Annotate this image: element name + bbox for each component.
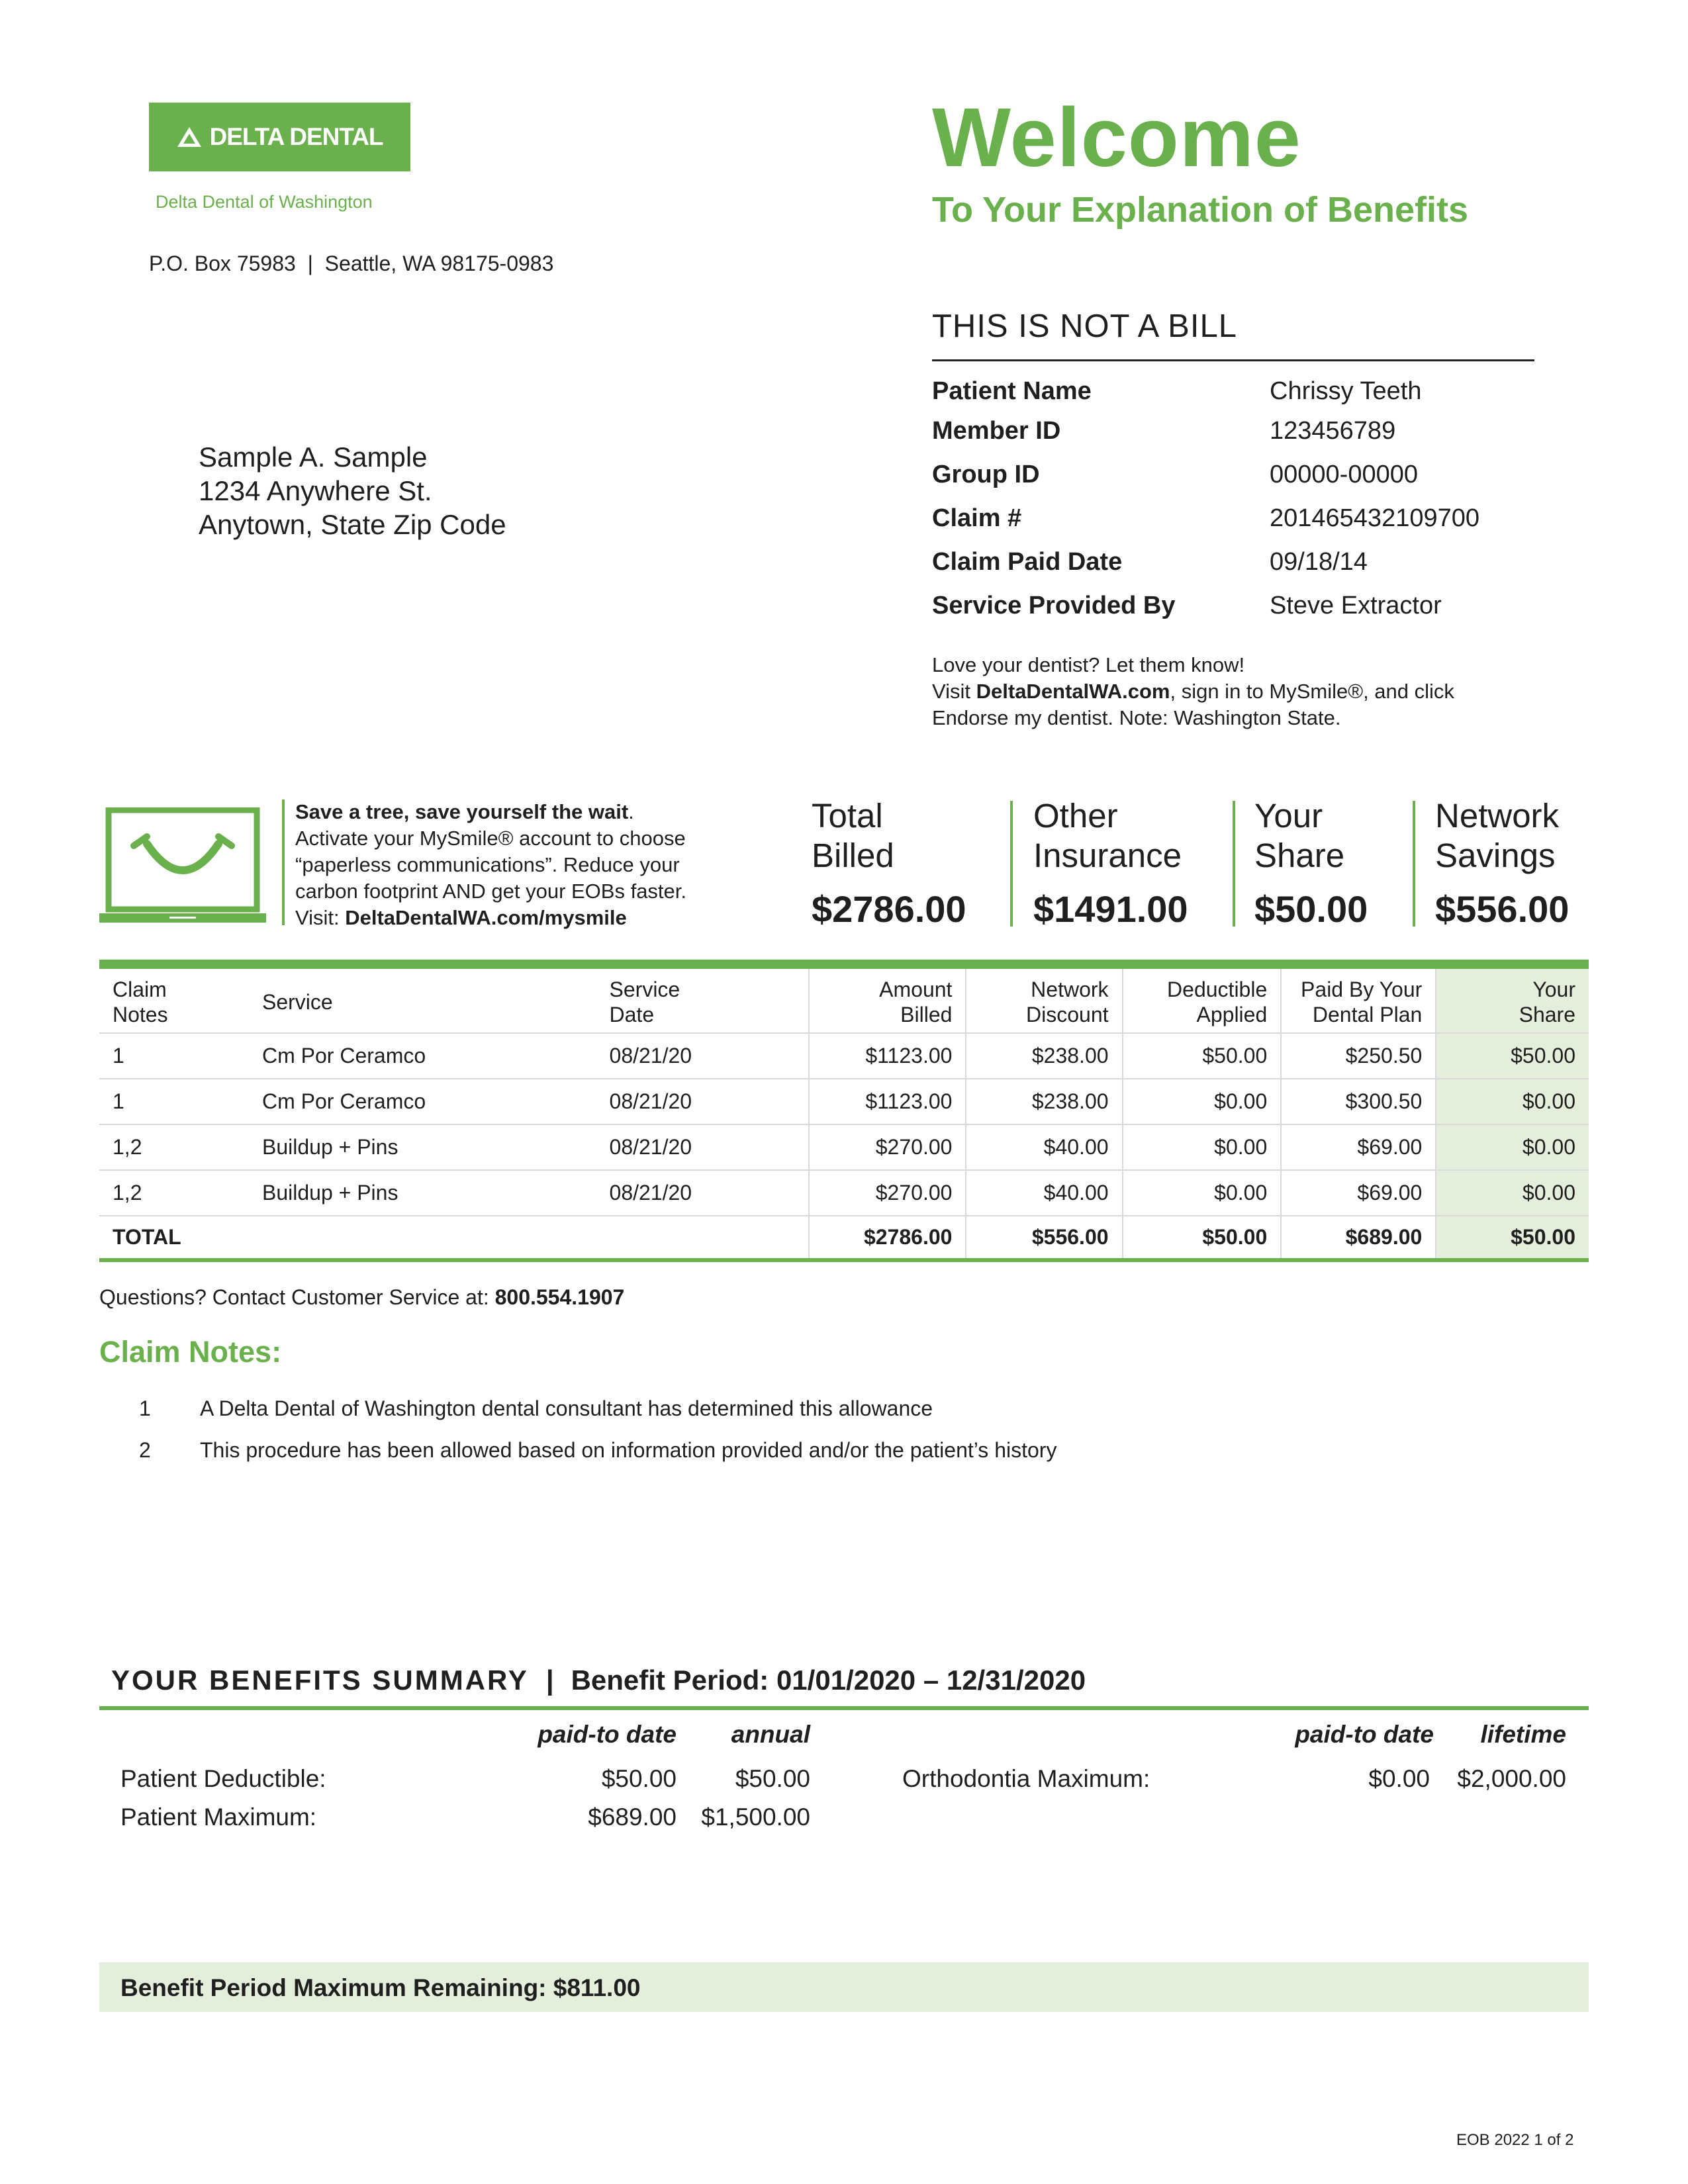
note-number: 1	[139, 1396, 151, 1420]
claim-note-item	[139, 1438, 1056, 1463]
column-header: Deductible Applied	[1123, 964, 1282, 1033]
info-row-member-id	[932, 417, 1534, 457]
summary-label: Total	[812, 797, 883, 835]
orthodontia-paid: $0.00	[1368, 1765, 1430, 1792]
summary-network-savings	[1435, 796, 1569, 931]
divider	[932, 359, 1534, 361]
table-cell: $238.00	[966, 1033, 1122, 1079]
summary-label: Billed	[812, 837, 894, 874]
address-line: Sample A. Sample	[199, 441, 428, 473]
summary-label: Savings	[1435, 837, 1556, 874]
claim-note-item	[139, 1396, 933, 1421]
table-cell: 1,2	[99, 1170, 249, 1216]
table-cell: $0.00	[1436, 1079, 1589, 1124]
welcome-subheading: To Your Explanation of Benefits	[932, 190, 1469, 230]
endorse-line: Visit	[932, 680, 976, 703]
maximum-paid: $689.00	[588, 1803, 677, 1831]
table-cell: 1,2	[99, 1124, 249, 1170]
po-box-address: P.O. Box 75983 | Seattle, WA 98175-0983	[149, 251, 554, 275]
benefits-summary-heading	[111, 1664, 1086, 1696]
table-cell: $270.00	[809, 1124, 966, 1170]
table-row	[99, 1170, 1589, 1216]
divider	[99, 1706, 1589, 1710]
summary-value: $1491.00	[1033, 888, 1188, 930]
info-value: 00000-00000	[1270, 461, 1418, 488]
welcome-heading: Welcome	[932, 91, 1301, 184]
laptop-smile-icon	[99, 807, 266, 923]
column-header: Paid By Your Dental Plan	[1281, 964, 1436, 1033]
info-row-group-id	[932, 461, 1534, 500]
info-label: Member ID	[932, 417, 1061, 445]
table-cell: Buildup + Pins	[249, 1124, 596, 1170]
note-text: This procedure has been allowed based on information provided and/or the patient’s history	[200, 1438, 1057, 1462]
delta-triangle-icon	[176, 126, 203, 148]
table-cell: $0.00	[1123, 1124, 1282, 1170]
info-label: Claim #	[932, 504, 1022, 532]
title-separator: |	[545, 1664, 554, 1696]
benefit-period: Benefit Period: 01/01/2020 – 12/31/2020	[571, 1664, 1086, 1696]
info-value: 123456789	[1270, 417, 1396, 445]
summary-divider	[1413, 801, 1415, 927]
promo-headline-end: .	[628, 800, 634, 823]
logo-text: DELTA DENTAL	[209, 123, 383, 150]
column-header-lifetime: lifetime	[1480, 1721, 1566, 1748]
total-label: TOTAL	[99, 1216, 809, 1260]
column-header-annual: annual	[731, 1721, 810, 1748]
endorse-dentist-text	[932, 652, 1454, 731]
deductible-label: Patient Deductible:	[120, 1765, 326, 1792]
table-cell: $250.50	[1281, 1033, 1436, 1079]
maximum-label: Patient Maximum:	[120, 1803, 317, 1831]
info-label: Group ID	[932, 461, 1040, 488]
table-row	[99, 1033, 1589, 1079]
summary-divider	[1010, 801, 1013, 927]
info-value: 201465432109700	[1270, 504, 1480, 532]
summary-label: Your	[1254, 797, 1323, 835]
summary-your-share	[1254, 796, 1368, 931]
page-footer: EOB 2022 1 of 2	[1456, 2131, 1574, 2149]
table-header-row	[99, 964, 1589, 1033]
column-header-paid-to-date: paid-to date	[538, 1721, 677, 1748]
table-row	[99, 1079, 1589, 1124]
claim-table	[99, 960, 1589, 1262]
customer-service-contact	[99, 1285, 624, 1310]
column-header: Amount Billed	[809, 964, 966, 1033]
table-cell: $238.00	[966, 1079, 1122, 1124]
table-cell: 1	[99, 1033, 249, 1079]
table-cell: $556.00	[966, 1216, 1122, 1260]
summary-divider	[1233, 801, 1235, 927]
table-cell: $2786.00	[809, 1216, 966, 1260]
info-row-patient-name	[932, 377, 1534, 417]
logo-subtitle: Delta Dental of Washington	[156, 192, 373, 212]
deductible-annual: $50.00	[735, 1765, 810, 1792]
info-value: Chrissy Teeth	[1270, 377, 1422, 405]
summary-label: Network	[1435, 797, 1560, 835]
recipient-address	[199, 440, 506, 541]
not-a-bill-heading: THIS IS NOT A BILL	[932, 308, 1237, 344]
table-cell: $50.00	[1436, 1216, 1589, 1260]
summary-total-billed	[812, 796, 966, 931]
paperless-promo	[295, 799, 686, 931]
table-cell: $300.50	[1281, 1079, 1436, 1124]
info-value: Steve Extractor	[1270, 592, 1442, 619]
table-cell: $69.00	[1281, 1124, 1436, 1170]
table-cell: $270.00	[809, 1170, 966, 1216]
table-cell: $40.00	[966, 1124, 1122, 1170]
table-cell: $0.00	[1123, 1079, 1282, 1124]
note-number: 2	[139, 1438, 151, 1462]
table-cell: Buildup + Pins	[249, 1170, 596, 1216]
table-cell: $40.00	[966, 1170, 1122, 1216]
summary-other-insurance	[1033, 796, 1188, 931]
note-text: A Delta Dental of Washington dental consultant has determined this allowance	[200, 1396, 933, 1420]
table-cell: $0.00	[1436, 1124, 1589, 1170]
benefits-title: YOUR BENEFITS SUMMARY	[111, 1664, 529, 1696]
table-cell: $1123.00	[809, 1033, 966, 1079]
info-value: 09/18/14	[1270, 548, 1368, 576]
mysmile-link[interactable]: DeltaDentalWA.com/mysmile	[345, 906, 627, 929]
benefit-maximum-remaining: Benefit Period Maximum Remaining: $811.00	[120, 1974, 641, 2001]
table-cell: 1	[99, 1079, 249, 1124]
endorse-line: Endorse my dentist. Note: Washington State.	[932, 706, 1341, 729]
table-cell: 08/21/20	[596, 1079, 810, 1124]
table-cell: 08/21/20	[596, 1170, 810, 1216]
info-row-service-provider	[932, 592, 1534, 631]
info-row-claim-paid-date	[932, 548, 1534, 588]
summary-value: $50.00	[1254, 888, 1368, 930]
column-header: Network Discount	[966, 964, 1122, 1033]
summary-label: Other	[1033, 797, 1118, 835]
deductible-paid: $50.00	[601, 1765, 677, 1792]
info-label: Claim Paid Date	[932, 548, 1123, 576]
address-line: 1234 Anywhere St.	[199, 475, 432, 506]
promo-line: “paperless communications”. Reduce your	[295, 853, 680, 876]
promo-line: Visit:	[295, 906, 346, 929]
table-cell: $69.00	[1281, 1170, 1436, 1216]
delta-dental-logo	[149, 103, 410, 171]
table-cell: $50.00	[1123, 1033, 1282, 1079]
endorse-line: , sign in to MySmile®, and click	[1170, 680, 1454, 703]
promo-divider	[282, 799, 285, 925]
table-cell: $0.00	[1436, 1170, 1589, 1216]
summary-label: Share	[1254, 837, 1345, 874]
table-cell: $50.00	[1123, 1216, 1282, 1260]
summary-value: $556.00	[1435, 888, 1570, 930]
column-header: Service	[249, 964, 596, 1033]
table-cell: $0.00	[1123, 1170, 1282, 1216]
phone-number[interactable]: 800.554.1907	[494, 1285, 625, 1309]
info-label: Patient Name	[932, 377, 1092, 405]
questions-text: Questions? Contact Customer Service at:	[99, 1285, 495, 1309]
info-label: Service Provided By	[932, 592, 1176, 619]
deltadental-link[interactable]: DeltaDentalWA.com	[976, 680, 1170, 703]
table-row	[99, 1124, 1589, 1170]
table-total-row	[99, 1216, 1589, 1260]
info-row-claim-number	[932, 504, 1534, 544]
promo-line: carbon footprint AND get your EOBs faster.	[295, 880, 687, 903]
promo-headline: Save a tree, save yourself the wait	[295, 800, 629, 823]
table-cell: 08/21/20	[596, 1124, 810, 1170]
column-header-paid-to-date: paid-to date	[1295, 1721, 1434, 1748]
orthodontia-lifetime: $2,000.00	[1457, 1765, 1566, 1792]
table-cell: Cm Por Ceramco	[249, 1079, 596, 1124]
endorse-line: Love your dentist? Let them know!	[932, 653, 1245, 676]
column-header: Claim Notes	[99, 964, 249, 1033]
table-cell: $1123.00	[809, 1079, 966, 1124]
table-cell: 08/21/20	[596, 1033, 810, 1079]
address-line: Anytown, State Zip Code	[199, 509, 506, 540]
column-header: Your Share	[1436, 964, 1589, 1033]
column-header: Service Date	[596, 964, 810, 1033]
summary-label: Insurance	[1033, 837, 1182, 874]
table-cell: $50.00	[1436, 1033, 1589, 1079]
table-cell: Cm Por Ceramco	[249, 1033, 596, 1079]
promo-line: Activate your MySmile® account to choose	[295, 827, 686, 850]
summary-value: $2786.00	[812, 888, 966, 930]
table-cell: $689.00	[1281, 1216, 1436, 1260]
claim-notes-heading: Claim Notes:	[99, 1335, 282, 1369]
maximum-annual: $1,500.00	[701, 1803, 810, 1831]
orthodontia-label: Orthodontia Maximum:	[902, 1765, 1150, 1792]
